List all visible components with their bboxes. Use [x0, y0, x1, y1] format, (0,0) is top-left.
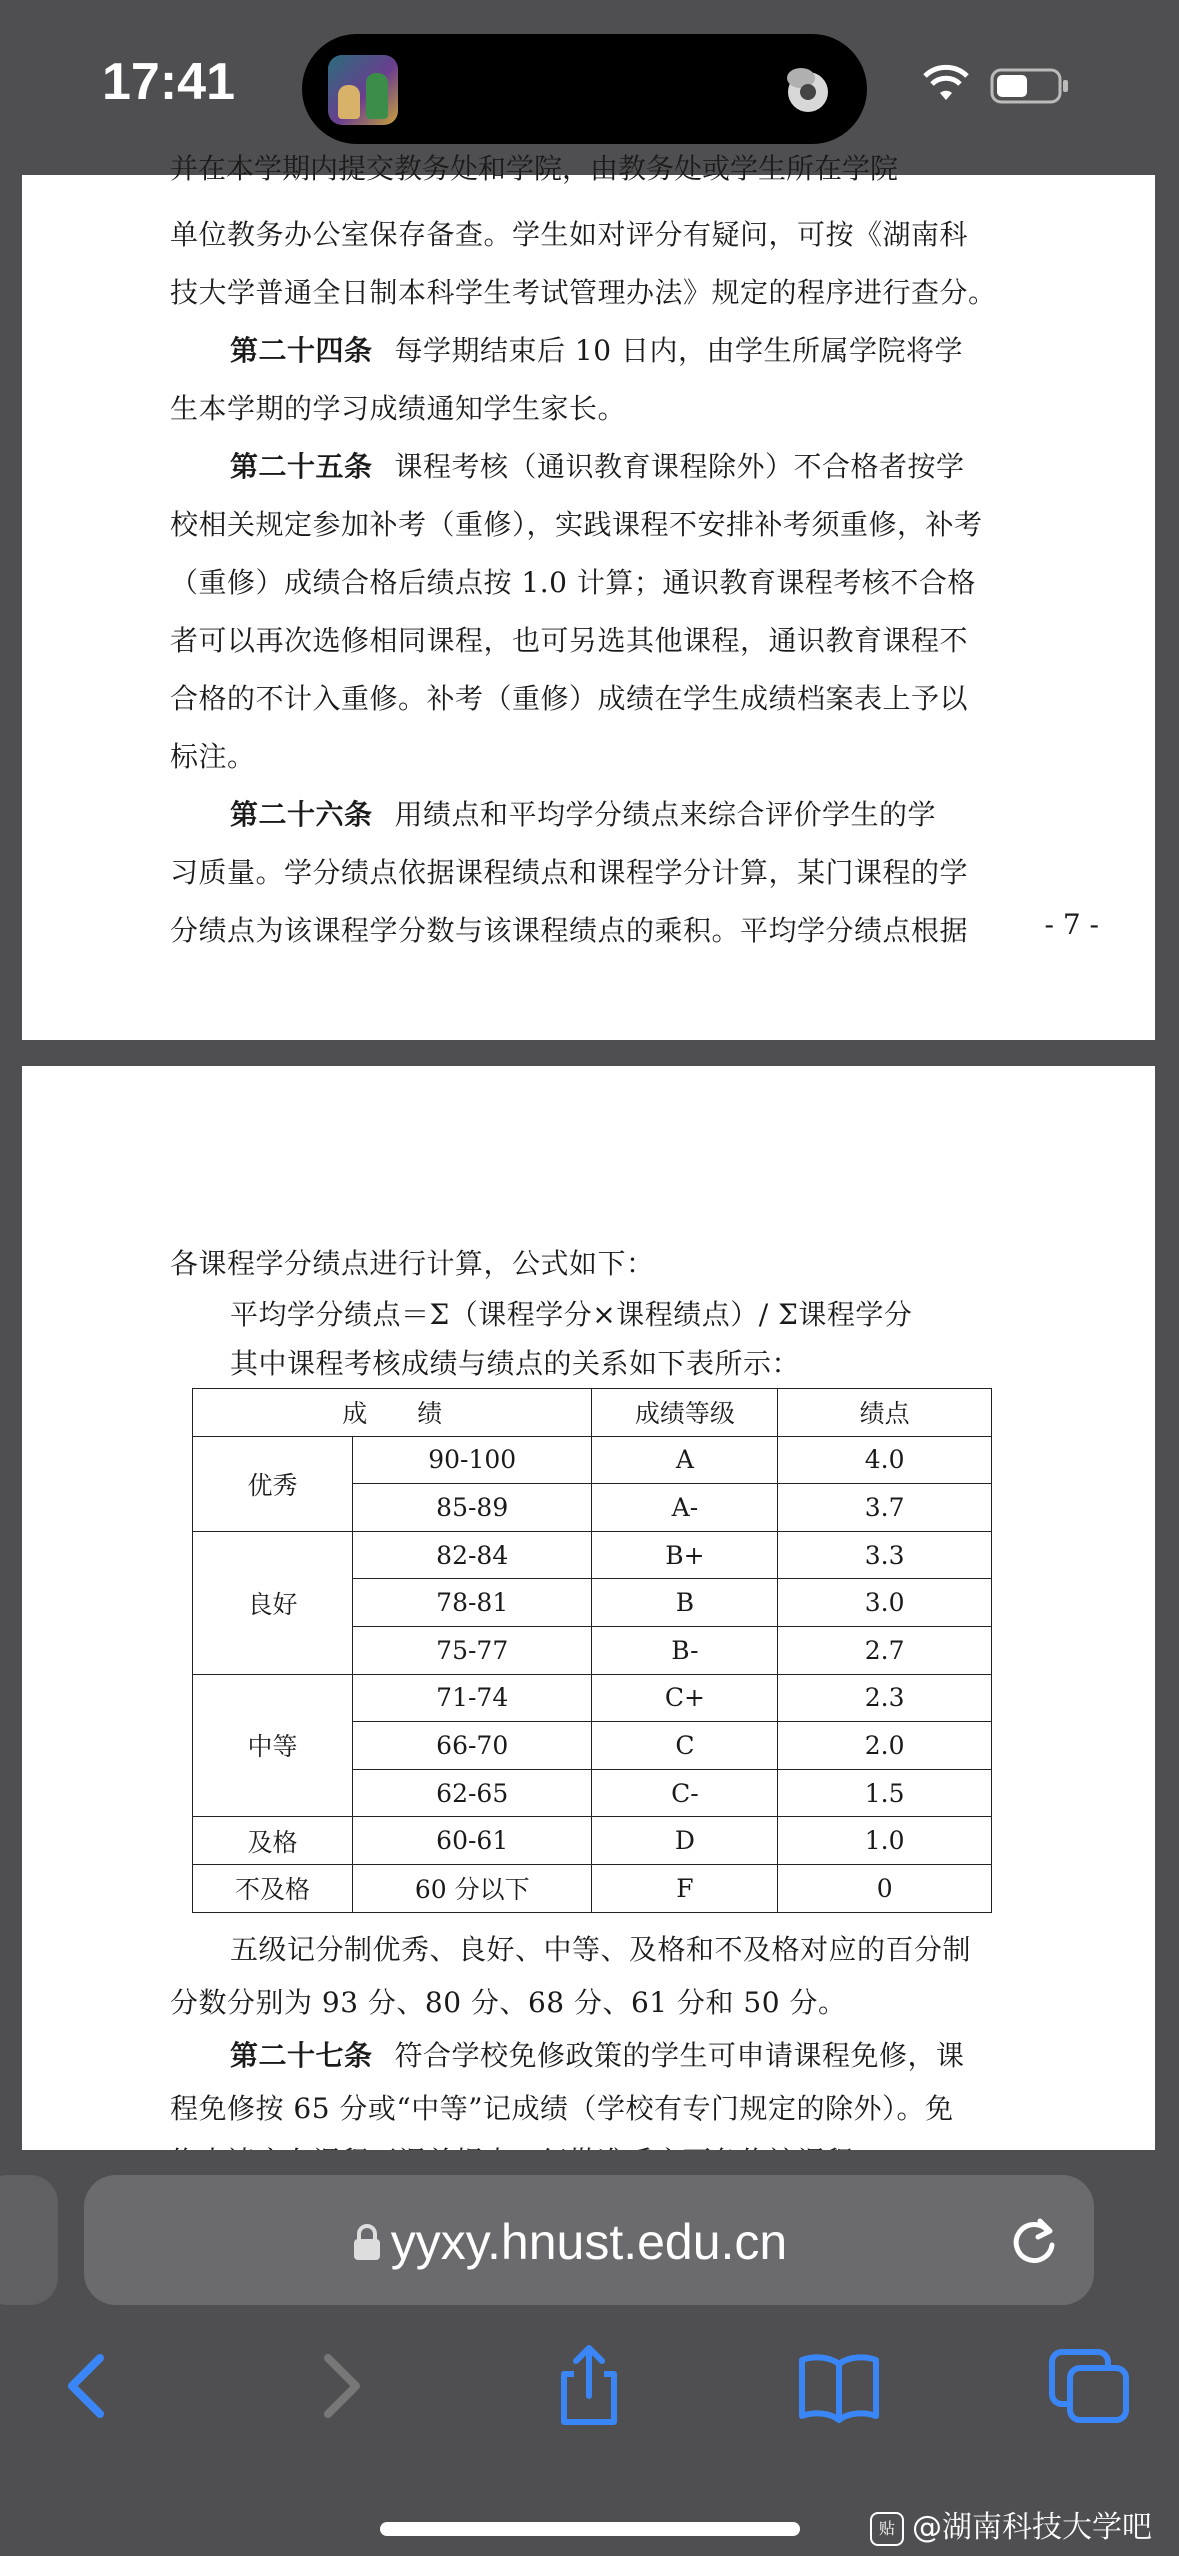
grade-point-cell: 3.0 — [778, 1579, 992, 1627]
grade-level-cell: 良好 — [193, 1531, 353, 1674]
live-activity-app-icon[interactable] — [328, 55, 398, 125]
body-text-line — [230, 329, 963, 369]
grade-point-cell: 4.0 — [778, 1436, 992, 1484]
grade-point-cell: 2.0 — [778, 1722, 992, 1770]
line-text: 课程考核（通识教育课程除外）不合格者按学 — [394, 450, 965, 483]
letter-grade-cell: A- — [592, 1484, 778, 1532]
share-icon[interactable] — [544, 2340, 634, 2430]
body-text-line — [230, 445, 965, 485]
line-text: 分绩点为该课程学分数与该课程绩点的乘积。平均学分绩点根据 — [170, 914, 969, 947]
url-text[interactable]: yyxy.hnust.edu.cn — [390, 2214, 788, 2270]
table-row — [193, 1674, 992, 1722]
body-text-line — [170, 271, 997, 311]
weibo-icon: 贴 — [870, 2512, 904, 2546]
line-text: 者可以再次选修相同课程，也可另选其他课程，通识教育课程不 — [170, 624, 969, 657]
grade-point-cell: 2.3 — [778, 1674, 992, 1722]
bookmarks-icon[interactable] — [794, 2340, 884, 2430]
letter-grade-cell: C+ — [592, 1674, 778, 1722]
line-text: （重修）成绩合格后绩点按 1.0 计算；通识教育课程考核不合格 — [170, 566, 976, 599]
letter-grade-cell: A — [592, 1436, 778, 1484]
article-heading: 第二十七条 — [230, 2039, 373, 2072]
score-range-cell: 62-65 — [352, 1769, 592, 1817]
table-intro: 其中课程考核成绩与绩点的关系如下表所示： — [230, 1347, 801, 1380]
line-text: 习质量。学分绩点依据课程绩点和课程学分计算，某门课程的学 — [170, 856, 969, 889]
grade-table — [192, 1388, 992, 1913]
tabs-icon[interactable] — [1044, 2340, 1134, 2430]
line-text: 技大学普通全日制本科学生考试管理办法》规定的程序进行查分。 — [170, 276, 997, 309]
wifi-icon — [922, 62, 970, 104]
table-row — [193, 1817, 992, 1865]
column-header: 绩点 — [778, 1389, 992, 1437]
dynamic-island[interactable] — [302, 34, 867, 144]
table-row — [193, 1436, 992, 1484]
letter-grade-cell: B — [592, 1579, 778, 1627]
body-text-line — [170, 213, 968, 253]
score-range-cell: 78-81 — [352, 1579, 592, 1627]
clipped-text-line: 并在本学期内提交教务处和学院，由教务处或学生所在学院 — [170, 152, 899, 185]
status-time: 17:41 — [102, 53, 235, 111]
home-indicator[interactable] — [380, 2522, 800, 2536]
body-text-line — [170, 503, 983, 543]
body-text-line — [170, 619, 968, 659]
score-range-cell: 60-61 — [352, 1817, 592, 1865]
letter-grade-cell: D — [592, 1817, 778, 1865]
line-text: 用绩点和平均学分绩点来综合评价学生的学 — [394, 798, 937, 831]
grade-point-cell: 1.0 — [778, 1817, 992, 1865]
score-range-cell: 71-74 — [352, 1674, 592, 1722]
page-number: - 7 - — [1044, 908, 1099, 941]
grade-point-cell: 0 — [778, 1864, 992, 1912]
score-range-cell: 90-100 — [352, 1436, 592, 1484]
body-text-line — [170, 909, 968, 949]
line-text: 程免修按 65 分或“中等”记成绩（学校有专门规定的除外）。免 — [170, 2092, 954, 2125]
line-text: 生本学期的学习成绩通知学生家长。 — [170, 392, 627, 425]
body-text-line — [170, 735, 256, 775]
grade-level-cell: 及格 — [193, 1817, 353, 1865]
watermark-text: @湖南科技大学吧 — [912, 2510, 1152, 2545]
battery-icon — [990, 68, 1070, 104]
line-text: 符合学校免修政策的学生可申请课程免修，课 — [394, 2039, 965, 2072]
grade-point-cell: 2.7 — [778, 1626, 992, 1674]
browser-chrome — [0, 2150, 1179, 2556]
score-range-cell: 82-84 — [352, 1531, 592, 1579]
grade-point-cell: 3.7 — [778, 1484, 992, 1532]
watermark — [870, 2502, 1152, 2546]
grade-level-cell: 不及格 — [193, 1864, 353, 1912]
gpa-formula: 平均学分绩点＝Σ（课程学分×课程绩点）/ Σ课程学分 — [230, 1298, 913, 1331]
column-header: 成绩等级 — [592, 1389, 778, 1437]
back-icon[interactable] — [42, 2340, 132, 2430]
line-text: 标注。 — [170, 740, 256, 773]
score-range-cell: 85-89 — [352, 1484, 592, 1532]
letter-grade-cell: C- — [592, 1769, 778, 1817]
letter-grade-cell: C — [592, 1722, 778, 1770]
line-text: 单位教务办公室保存备查。学生如对评分有疑问，可按《湖南科 — [170, 218, 969, 251]
table-header-row — [193, 1389, 992, 1437]
pdf-page-8 — [22, 1066, 1155, 2150]
column-header: 成 绩 — [193, 1389, 592, 1437]
body-text-line — [230, 1928, 971, 1968]
body-text-line — [170, 851, 968, 891]
table-row — [193, 1531, 992, 1579]
body-text-line — [230, 2034, 965, 2074]
address-bar[interactable] — [84, 2175, 1094, 2305]
letter-grade-cell: F — [592, 1864, 778, 1912]
grade-point-cell: 1.5 — [778, 1769, 992, 1817]
score-range-cell: 66-70 — [352, 1722, 592, 1770]
previous-tab-preview[interactable] — [0, 2175, 58, 2305]
pdf-page-7 — [22, 152, 1155, 1040]
forward-icon[interactable] — [296, 2340, 386, 2430]
music-activity-icon — [779, 64, 837, 114]
line-text: 校相关规定参加补考（重修），实践课程不安排补考须重修，补考 — [170, 508, 983, 541]
grade-level-cell: 中等 — [193, 1674, 353, 1817]
line-text: 合格的不计入重修。补考（重修）成绩在学生成绩档案表上予以 — [170, 682, 969, 715]
body-text-line — [170, 561, 976, 601]
body-text-line — [170, 2087, 954, 2127]
score-range-cell: 75-77 — [352, 1626, 592, 1674]
letter-grade-cell: B- — [592, 1626, 778, 1674]
grade-level-cell: 优秀 — [193, 1436, 353, 1531]
letter-grade-cell: B+ — [592, 1531, 778, 1579]
body-text-line — [230, 793, 936, 833]
line-text: 分数分别为 93 分、80 分、68 分、61 分和 50 分。 — [170, 1986, 847, 2019]
body-text-line: 各课程学分绩点进行计算，公式如下： — [170, 1247, 655, 1280]
grade-point-cell: 3.3 — [778, 1531, 992, 1579]
line-text: 每学期结束后 10 日内，由学生所属学院将学 — [394, 334, 963, 367]
article-heading: 第二十五条 — [230, 450, 373, 483]
article-heading: 第二十四条 — [230, 334, 373, 367]
body-text-line — [170, 677, 968, 717]
score-range-cell: 60 分以下 — [352, 1864, 592, 1912]
body-text-line — [170, 387, 626, 427]
article-heading: 第二十六条 — [230, 798, 373, 831]
table-row — [193, 1864, 992, 1912]
line-text: 五级记分制优秀、良好、中等、及格和不及格对应的百分制 — [230, 1933, 972, 1966]
body-text-line — [170, 1981, 846, 2021]
reload-icon[interactable] — [1006, 2213, 1062, 2269]
